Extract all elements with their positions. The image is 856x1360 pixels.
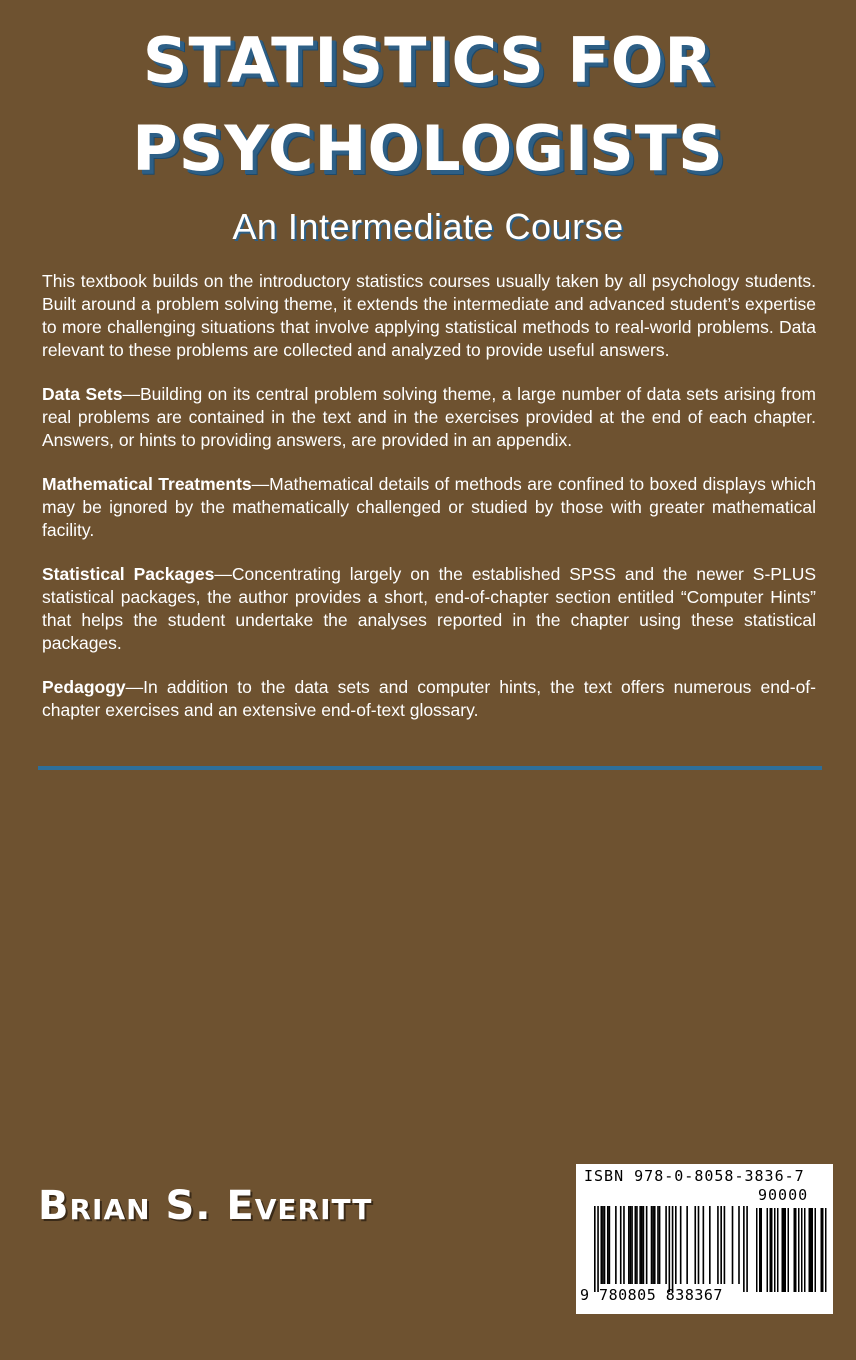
barcode-bar [600,1206,602,1284]
barcode-bar [620,1206,622,1284]
barcode-bar [672,1206,674,1292]
author-name: Brian S. Everitt [38,1183,373,1229]
barcode-bar [785,1208,787,1292]
barcode-bar [602,1206,604,1284]
barcode-bar [703,1206,705,1284]
barcode-bar [654,1206,656,1284]
barcode-bar [767,1208,769,1292]
barcode-bar [770,1208,772,1292]
barcode-bar [709,1206,711,1284]
barcode-bar [732,1206,734,1284]
barcode-bar [694,1206,696,1284]
barcode-bar [783,1208,785,1292]
barcode-bar [804,1208,806,1292]
barcode-bar [759,1208,761,1292]
divider-rule [38,766,822,770]
barcode-bar [821,1208,823,1292]
section-statistical-packages [42,563,816,655]
barcode-bar [777,1208,779,1292]
barcode-bar [665,1206,667,1284]
barcode-bar [594,1206,596,1292]
barcode-bar [607,1206,609,1284]
subtitle: An Intermediate Course [232,206,624,247]
barcode-bar [636,1206,638,1284]
barcode-box [576,1164,833,1314]
barcode-bar [651,1206,653,1284]
barcode-bar [746,1206,748,1292]
intro-paragraph: This textbook builds on the introductory statistics courses usually taken by all psychology students. Built around a problem solving theme, it extends the intermediate and advanced student’s expertise to more challenging situations that involve applying statistical methods to real-world problems. Data relevant to these problems are collected and analyzed to provide useful answers. [42,271,816,360]
barcode-bar [615,1206,617,1284]
ean-digits: 9 780805 838367 [580,1286,723,1304]
section-heading: Pedagogy [42,677,126,697]
barcode-bar [643,1206,645,1284]
barcode-bar [631,1206,633,1284]
section-heading: Statistical Packages [42,564,215,584]
barcode-bar [771,1208,773,1292]
barcode-bar [822,1208,824,1292]
barcode-bar [669,1206,671,1292]
barcode-bar [782,1208,784,1292]
barcode-bar [717,1206,719,1284]
barcode-bar [657,1206,659,1284]
section-text: —Building on its central problem solving theme, a large number of data sets arising from real problems are contained in the text and in the exercises provided at the end of each chapter. Answers, or hints to providing answers, are provided in an appendix. [42,384,816,450]
barcode-bar [724,1206,726,1284]
barcode-bar [597,1206,599,1292]
barcode-bar [810,1208,812,1292]
barcode-bar [675,1206,677,1284]
barcode-bar [698,1206,700,1284]
section-text: —In addition to the data sets and computer hints, the text offers numerous end-of-chapter exercises and an extensive end-of-text glossary. [42,677,816,720]
barcode-bar [641,1206,643,1284]
barcode-bar [609,1206,611,1284]
title-line-2: PSYCHOLOGISTS [132,112,724,185]
barcode-bar [686,1206,688,1284]
barcode-bar [825,1208,827,1292]
barcode-bar [743,1206,745,1292]
section-data-sets [42,383,816,452]
barcode-bar [652,1206,654,1284]
barcode-bar [794,1208,796,1292]
barcode-bar [788,1208,790,1292]
section-text: —Concentrating largely on the established SPSS and the newer S-PLUS statistical packages, the author provides a short, end-of-chapter section entitled “Computer Hints” that helps the student undertake the analyses reported in the chapter using these statistical packages. [42,564,817,653]
barcode-bar [635,1206,637,1284]
title-line-1: STATISTICS FOR [142,24,714,97]
barcode-bar [801,1208,803,1292]
barcode-bar [761,1208,763,1292]
barcode-bar [630,1206,632,1284]
section-mathematical-treatments [42,473,816,542]
barcode-bar [795,1208,797,1292]
barcode-bar [628,1206,630,1284]
section-pedagogy [42,676,816,722]
barcode-bar [812,1208,814,1292]
section-text: —Mathematical details of methods are confined to boxed displays which may be ignored by the mathematically challenged or studied by those with greater mathematical facility. [42,474,817,540]
barcode-bar [680,1206,682,1284]
barcode-bar [604,1206,606,1284]
section-heading: Data Sets [42,384,123,404]
barcode-bar [756,1208,758,1292]
barcode-bar [646,1206,648,1284]
isbn-label: ISBN 978-0-8058-3836-7 [584,1167,805,1185]
barcode-bar [774,1208,776,1292]
barcode-bar [809,1208,811,1292]
description [42,270,816,743]
barcode-bar [738,1206,740,1284]
section-heading: Mathematical Treatments [42,474,252,494]
price-code: 90000 [758,1186,809,1204]
barcode-bar [659,1206,661,1284]
barcode-bar [720,1206,722,1284]
barcode-bar [815,1208,817,1292]
barcode-bar [798,1208,800,1292]
barcode-bar [639,1206,641,1284]
barcode-bar [623,1206,625,1284]
